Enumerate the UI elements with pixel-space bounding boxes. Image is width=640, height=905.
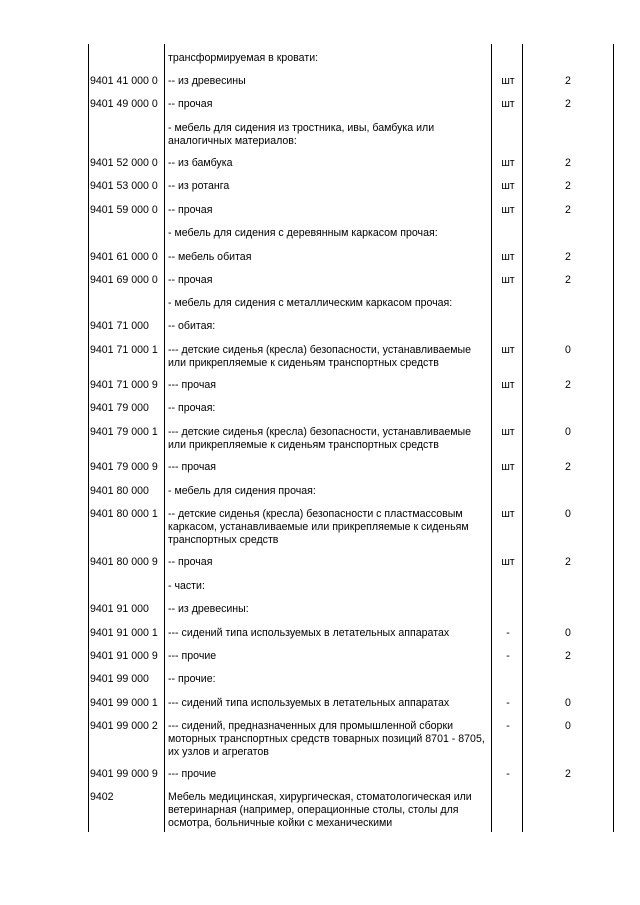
duty-rate: 2 [565, 650, 571, 662]
duty-rate: 2 [565, 556, 571, 568]
item-description: -- прочая [168, 98, 213, 110]
tariff-code: 9401 80 000 1 [90, 508, 158, 520]
tariff-code: 9401 99 000 [90, 673, 149, 685]
unit-of-measure: шт [501, 75, 515, 87]
item-description: - мебель для сидения прочая: [168, 485, 316, 497]
duty-rate: 2 [565, 98, 571, 110]
item-description: - мебель для сидения из тростника, ивы, бамбука или аналогичных материалов: [168, 122, 435, 147]
duty-rate: 2 [565, 157, 571, 169]
item-description: -- из бамбука [168, 157, 233, 169]
column-divider-code [164, 44, 165, 832]
tariff-code: 9401 79 000 9 [90, 461, 158, 473]
item-description: -- прочая: [168, 402, 216, 414]
item-description: --- детские сиденья (кресла) безопасности, устанавливаемые или прикрепляемые к сиденьям транспортных средств [168, 344, 472, 369]
item-description: -- обитая: [168, 320, 216, 332]
tariff-code: 9401 79 000 1 [90, 426, 158, 438]
tariff-code: 9401 91 000 [90, 603, 149, 615]
column-divider-unit [522, 44, 523, 832]
item-description: -- прочая [168, 204, 213, 216]
item-description: -- из древесины: [168, 603, 249, 615]
unit-of-measure: шт [501, 508, 515, 520]
duty-rate: 0 [565, 508, 571, 520]
tariff-code: 9401 71 000 [90, 320, 149, 332]
duty-rate: 2 [565, 274, 571, 286]
unit-of-measure: шт [501, 556, 515, 568]
item-description: -- мебель обитая [168, 251, 252, 263]
unit-of-measure: шт [501, 251, 515, 263]
item-description: --- сидений типа используемых в летательных аппаратах [168, 627, 450, 639]
duty-rate: 0 [565, 426, 571, 438]
item-description: Мебель медицинская, хирургическая, стоматологическая или ветеринарная (например, операционные столы, столы для осмотра, больничные койки с механическими [168, 791, 472, 829]
item-description: -- детские сиденья (кресла) безопасности с пластмассовым каркасом, устанавливаемые или прикрепляемые к сиденьям транспортных средств [168, 508, 469, 546]
item-description: -- прочие: [168, 673, 216, 685]
item-description: --- прочая [168, 379, 216, 391]
tariff-code: 9401 91 000 1 [90, 627, 158, 639]
item-description: - части: [168, 580, 205, 592]
item-description: --- сидений, предназначенных для промышленной сборки моторных транспортных средств товарных позиций 8701 - 8705, их узлов и агрегатов [168, 720, 485, 758]
column-divider-desc [491, 44, 492, 832]
item-description: -- из древесины [168, 75, 246, 87]
duty-rate: 2 [565, 180, 571, 192]
unit-of-measure: - [506, 720, 510, 732]
unit-of-measure: шт [501, 344, 515, 356]
item-description: -- прочая [168, 556, 213, 568]
item-description: --- прочие [168, 650, 217, 662]
duty-rate: 2 [565, 461, 571, 473]
tariff-code: 9401 99 000 1 [90, 697, 158, 709]
item-description: -- прочая [168, 274, 213, 286]
duty-rate: 2 [565, 204, 571, 216]
item-description: -- из ротанга [168, 180, 230, 192]
unit-of-measure: шт [501, 157, 515, 169]
unit-of-measure: - [506, 650, 510, 662]
unit-of-measure: шт [501, 461, 515, 473]
unit-of-measure: шт [501, 98, 515, 110]
tariff-code: 9401 80 000 9 [90, 556, 158, 568]
unit-of-measure: шт [501, 204, 515, 216]
unit-of-measure: - [506, 697, 510, 709]
unit-of-measure: - [506, 627, 510, 639]
tariff-code: 9401 71 000 9 [90, 379, 158, 391]
unit-of-measure: шт [501, 180, 515, 192]
item-description: --- прочие [168, 768, 217, 780]
duty-rate: 2 [565, 251, 571, 263]
tariff-code: 9402 [90, 791, 114, 803]
item-description: --- сидений типа используемых в летательных аппаратах [168, 697, 450, 709]
duty-rate: 0 [565, 720, 571, 732]
tariff-code: 9401 41 000 0 [90, 75, 158, 87]
tariff-code: 9401 79 000 [90, 402, 149, 414]
tariff-code: 9401 91 000 9 [90, 650, 158, 662]
item-description: трансформируемая в кровати: [168, 52, 319, 64]
tariff-code: 9401 80 000 [90, 485, 149, 497]
tariff-code: 9401 71 000 1 [90, 344, 158, 356]
duty-rate: 0 [565, 627, 571, 639]
column-divider-right [613, 44, 614, 832]
column-divider-left [88, 44, 89, 832]
item-description: - мебель для сидения с деревянным каркасом прочая: [168, 227, 438, 239]
unit-of-measure: шт [501, 379, 515, 391]
duty-rate: 0 [565, 344, 571, 356]
duty-rate: 2 [565, 379, 571, 391]
tariff-code: 9401 99 000 9 [90, 768, 158, 780]
item-description: --- прочая [168, 461, 216, 473]
tariff-code: 9401 53 000 0 [90, 180, 158, 192]
duty-rate: 0 [565, 697, 571, 709]
tariff-code: 9401 59 000 0 [90, 204, 158, 216]
unit-of-measure: шт [501, 426, 515, 438]
tariff-code: 9401 52 000 0 [90, 157, 158, 169]
unit-of-measure: - [506, 768, 510, 780]
tariff-code: 9401 49 000 0 [90, 98, 158, 110]
item-description: --- детские сиденья (кресла) безопасности, устанавливаемые или прикрепляемые к сиденьям транспортных средств [168, 426, 472, 451]
unit-of-measure: шт [501, 274, 515, 286]
duty-rate: 2 [565, 75, 571, 87]
item-description: - мебель для сидения с металлическим каркасом прочая: [168, 297, 453, 309]
tariff-code: 9401 61 000 0 [90, 251, 158, 263]
tariff-code: 9401 69 000 0 [90, 274, 158, 286]
tariff-code: 9401 99 000 2 [90, 720, 158, 732]
duty-rate: 2 [565, 768, 571, 780]
